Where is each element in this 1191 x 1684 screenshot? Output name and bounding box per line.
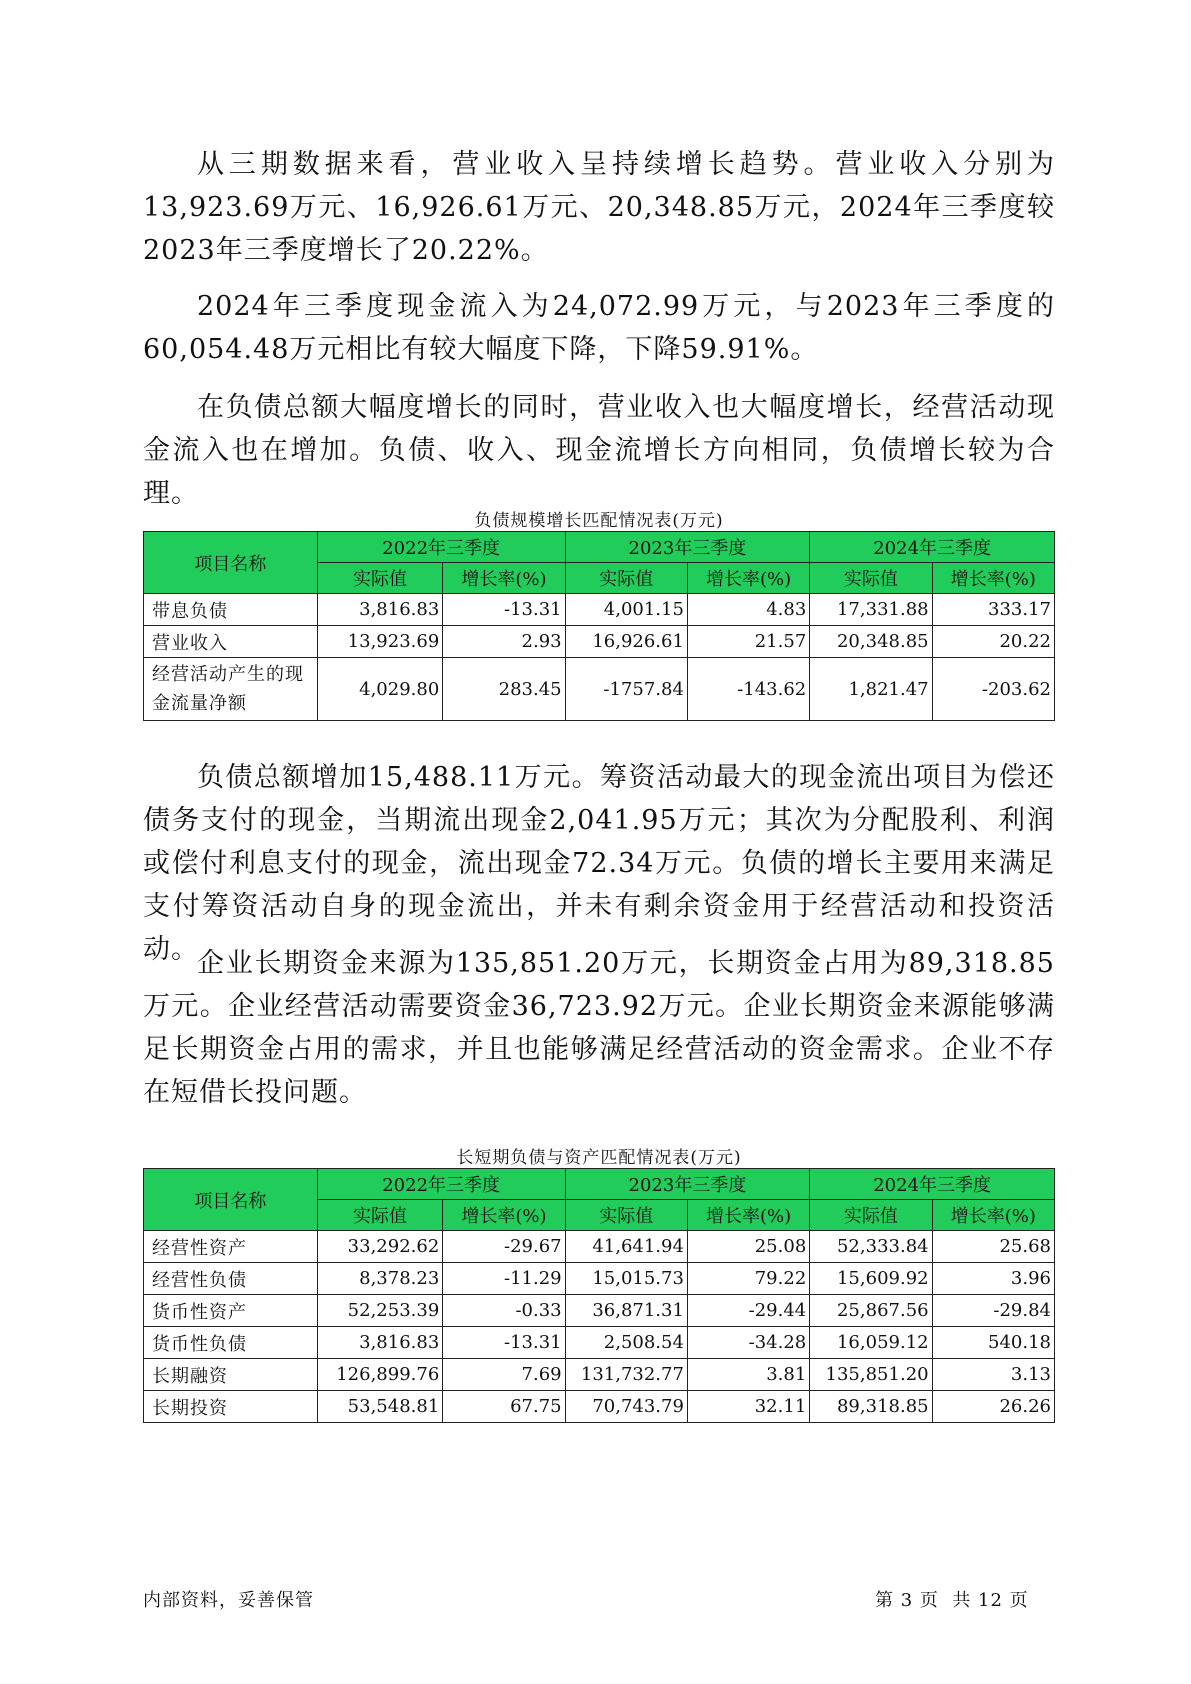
row-name: 货币性负债 bbox=[144, 1327, 318, 1359]
cell-value: 3.13 bbox=[932, 1359, 1054, 1391]
cell-value: 20,348.85 bbox=[810, 626, 932, 658]
cell-value: 13,923.69 bbox=[317, 626, 443, 658]
debt-scale-match-table bbox=[143, 531, 1055, 721]
cell-value: 70,743.79 bbox=[565, 1391, 687, 1423]
table2-caption: 长短期负债与资产匹配情况表(万元) bbox=[456, 1148, 742, 1168]
cell-value: 3,816.83 bbox=[317, 594, 443, 626]
row-name: 长期投资 bbox=[144, 1391, 318, 1423]
cell-value: 540.18 bbox=[932, 1327, 1054, 1359]
row-name: 营业收入 bbox=[144, 626, 318, 658]
header-actual: 实际值 bbox=[810, 563, 932, 594]
cell-value: 25,867.56 bbox=[810, 1295, 932, 1327]
header-actual: 实际值 bbox=[317, 1200, 443, 1231]
header-period: 2022年三季度 bbox=[317, 532, 565, 563]
header-period: 2024年三季度 bbox=[810, 532, 1055, 563]
paragraph-long-term-funds: 企业长期资金来源为135,851.20万元，长期资金占用为89,318.85万元。企业经营活动需要资金36,723.92万元。企业长期资金来源能够满足长期资金占用的需求，并且也能够满足经营活动的资金需求。企业不存在短借长投问题。 bbox=[143, 948, 1055, 1108]
cell-value: 25.08 bbox=[687, 1231, 809, 1263]
cell-value: 3.96 bbox=[932, 1263, 1054, 1295]
cell-value: 2,508.54 bbox=[565, 1327, 687, 1359]
cell-value: 21.57 bbox=[687, 626, 809, 658]
table-row bbox=[144, 1327, 1055, 1359]
header-item-name: 项目名称 bbox=[144, 532, 318, 594]
cell-value: 4,001.15 bbox=[565, 594, 687, 626]
cell-value: 17,331.88 bbox=[810, 594, 932, 626]
cell-value: 20.22 bbox=[932, 626, 1054, 658]
cell-value: 1,821.47 bbox=[810, 658, 932, 721]
cell-value: 3.81 bbox=[687, 1359, 809, 1391]
paragraph-revenue-trend: 从三期数据来看，营业收入呈持续增长趋势。营业收入分别为13,923.69万元、16,926.61万元、20,348.85万元，2024年三季度较2023年三季度增长了20.22%。 bbox=[143, 149, 1055, 266]
table-row bbox=[144, 658, 1055, 721]
cell-value: 135,851.20 bbox=[810, 1359, 932, 1391]
paragraph-cash-inflow: 2024年三季度现金流入为24,072.99万元，与2023年三季度的60,054.48万元相比有较大幅度下降，下降59.91%。 bbox=[143, 291, 1055, 365]
cell-value: 8,378.23 bbox=[317, 1263, 443, 1295]
header-period: 2024年三季度 bbox=[810, 1169, 1055, 1200]
table-row bbox=[144, 1295, 1055, 1327]
table1-caption: 负债规模增长匹配情况表(万元) bbox=[474, 511, 724, 531]
cell-value: 7.69 bbox=[443, 1359, 565, 1391]
header-growth: 增长率(%) bbox=[932, 1200, 1054, 1231]
cell-value: -13.31 bbox=[443, 594, 565, 626]
header-actual: 实际值 bbox=[317, 563, 443, 594]
cell-value: 131,732.77 bbox=[565, 1359, 687, 1391]
cell-value: 15,609.92 bbox=[810, 1263, 932, 1295]
table-row bbox=[144, 626, 1055, 658]
cell-value: -11.29 bbox=[443, 1263, 565, 1295]
header-period: 2023年三季度 bbox=[565, 532, 810, 563]
cell-value: 53,548.81 bbox=[317, 1391, 443, 1423]
header-actual: 实际值 bbox=[565, 563, 687, 594]
footer-page-number: 第 3 页 共 12 页 bbox=[875, 1590, 1029, 1611]
cell-value: 52,253.39 bbox=[317, 1295, 443, 1327]
table-row bbox=[144, 1391, 1055, 1423]
cell-value: 16,059.12 bbox=[810, 1327, 932, 1359]
long-short-term-match-table bbox=[143, 1168, 1055, 1423]
cell-value: 283.45 bbox=[443, 658, 565, 721]
header-actual: 实际值 bbox=[810, 1200, 932, 1231]
header-period: 2022年三季度 bbox=[317, 1169, 565, 1200]
header-growth: 增长率(%) bbox=[932, 563, 1054, 594]
cell-value: 3,816.83 bbox=[317, 1327, 443, 1359]
cell-value: 41,641.94 bbox=[565, 1231, 687, 1263]
cell-value: -143.62 bbox=[687, 658, 809, 721]
table-row bbox=[144, 1231, 1055, 1263]
header-actual: 实际值 bbox=[565, 1200, 687, 1231]
header-item-name: 项目名称 bbox=[144, 1169, 318, 1231]
cell-value: -29.84 bbox=[932, 1295, 1054, 1327]
header-growth: 增长率(%) bbox=[443, 1200, 565, 1231]
cell-value: 4.83 bbox=[687, 594, 809, 626]
cell-value: 79.22 bbox=[687, 1263, 809, 1295]
cell-value: -34.28 bbox=[687, 1327, 809, 1359]
header-period: 2023年三季度 bbox=[565, 1169, 810, 1200]
cell-value: 33,292.62 bbox=[317, 1231, 443, 1263]
header-growth: 增长率(%) bbox=[687, 1200, 809, 1231]
table-row bbox=[144, 1359, 1055, 1391]
table-row bbox=[144, 1263, 1055, 1295]
row-name: 经营性负债 bbox=[144, 1263, 318, 1295]
row-name-line: 金流量净额 bbox=[152, 693, 247, 714]
cell-value: -203.62 bbox=[932, 658, 1054, 721]
cell-value: 25.68 bbox=[932, 1231, 1054, 1263]
cell-value: 2.93 bbox=[443, 626, 565, 658]
cell-value: 16,926.61 bbox=[565, 626, 687, 658]
row-name: 货币性资产 bbox=[144, 1295, 318, 1327]
row-name: 带息负债 bbox=[144, 594, 318, 626]
paragraph-debt-growth: 在负债总额大幅度增长的同时，营业收入也大幅度增长，经营活动现金流入也在增加。负债、收入、现金流增长方向相同，负债增长较为合理。 bbox=[143, 392, 1055, 509]
cell-value: 67.75 bbox=[443, 1391, 565, 1423]
row-name: 经营性资产 bbox=[144, 1231, 318, 1263]
cell-value: -0.33 bbox=[443, 1295, 565, 1327]
cell-value: 333.17 bbox=[932, 594, 1054, 626]
paragraph-total-debt: 负债总额增加15,488.11万元。筹资活动最大的现金流出项目为偿还债务支付的现金，当期流出现金2,041.95万元；其次为分配股利、利润或偿付利息支付的现金，流出现金72.34万元。负债的增长主要用来满足支付筹资活动自身的现金流出，并未有剩余资金用于经营活动和投资活动。 bbox=[143, 762, 1055, 965]
header-growth: 增长率(%) bbox=[687, 563, 809, 594]
cell-value: -13.31 bbox=[443, 1327, 565, 1359]
footer-confidential-note: 内部资料，妥善保管 bbox=[143, 1590, 314, 1611]
cell-value: -29.67 bbox=[443, 1231, 565, 1263]
cell-value: 4,029.80 bbox=[317, 658, 443, 721]
cell-value: 32.11 bbox=[687, 1391, 809, 1423]
table-row bbox=[144, 594, 1055, 626]
cell-value: 126,899.76 bbox=[317, 1359, 443, 1391]
cell-value: -29.44 bbox=[687, 1295, 809, 1327]
cell-value: 52,333.84 bbox=[810, 1231, 932, 1263]
row-name: 长期融资 bbox=[144, 1359, 318, 1391]
cell-value: 36,871.31 bbox=[565, 1295, 687, 1327]
row-name-line: 经营活动产生的现 bbox=[152, 664, 304, 685]
header-growth: 增长率(%) bbox=[443, 563, 565, 594]
row-name bbox=[144, 658, 318, 721]
cell-value: -1757.84 bbox=[565, 658, 687, 721]
cell-value: 15,015.73 bbox=[565, 1263, 687, 1295]
cell-value: 89,318.85 bbox=[810, 1391, 932, 1423]
cell-value: 26.26 bbox=[932, 1391, 1054, 1423]
